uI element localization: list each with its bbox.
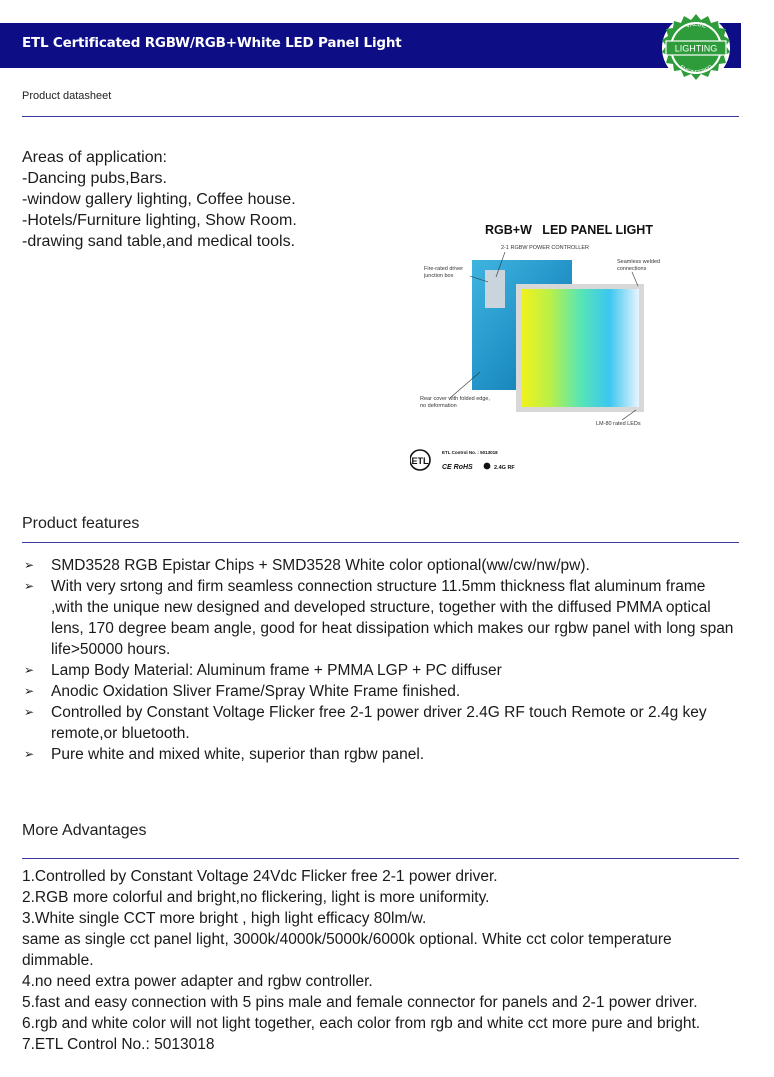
- label-leds: LM-80 rated LEDs: [596, 421, 641, 427]
- application-item: -Hotels/Furniture lighting, Show Room.: [22, 212, 297, 229]
- bullet-arrow-icon: ➢: [24, 747, 35, 761]
- bullet-arrow-icon: ➢: [24, 663, 35, 677]
- feature-item: ➢ Controlled by Constant Voltage Flicker free 2-1 power driver 2.4G RF touch Remote or 2.4g key remote,or bluetooth.: [24, 704, 707, 742]
- advantages-list: [22, 866, 739, 1055]
- label-welded: Seamless welded connections: [617, 259, 661, 272]
- application-item: -window gallery lighting, Coffee house.: [22, 191, 296, 208]
- application-item: -Dancing pubs,Bars.: [22, 170, 167, 187]
- header-bar: [0, 23, 741, 68]
- advantage-item: 4.no need extra power adapter and rgbw controller.: [22, 973, 373, 990]
- divider: [22, 858, 739, 859]
- label-rear: Rear cover with folded edge, no deformation: [420, 396, 491, 409]
- rf-mark: 2.4G RF: [494, 465, 515, 471]
- advantage-item: 2.RGB more colorful and bright,no flickering, light is more uniformity.: [22, 889, 490, 906]
- ce-rohs-mark: CE RoHS: [442, 464, 473, 471]
- advantages-heading: More Advantages: [22, 822, 147, 839]
- feature-item: ➢ With very srtong and firm seamless connection structure 11.5mm thickness flat aluminum frame ,with the unique new designed and developed structure, together with the diffused PMMA optical lens, 170 degree beam angle, good for heat dissipation which makes our rgbw panel with long span life>50000 hours.: [24, 578, 734, 658]
- value-lighting-logo: [660, 12, 732, 84]
- etl-control-number: ETL Control No. : 5013018: [442, 450, 498, 455]
- application-item: -drawing sand table,and medical tools.: [22, 233, 296, 250]
- bullet-arrow-icon: ➢: [24, 579, 35, 593]
- advantage-item: 5.fast and easy connection with 5 pins male and female connector for panels and 2-1 power driver.: [22, 994, 698, 1011]
- product-figure: [410, 210, 670, 480]
- feature-item: ➢ Lamp Body Material: Aluminum frame + PMMA LGP + PC diffuser: [24, 662, 502, 679]
- bullet-arrow-icon: ➢: [24, 684, 35, 698]
- junction-box: [485, 270, 505, 308]
- bullet-arrow-icon: ➢: [24, 558, 35, 572]
- panel-light-surface: [521, 289, 639, 407]
- applications-block: [22, 147, 297, 252]
- svg-text:ETL: ETL: [411, 456, 429, 466]
- document-title: ETL Certificated RGBW/RGB+White LED Panel Light: [22, 35, 402, 51]
- advantage-item: 3.White single CCT more bright , high light efficacy 80lm/w.: [22, 910, 427, 927]
- feature-item: ➢ SMD3528 RGB Epistar Chips + SMD3528 White color optional(ww/cw/nw/pw).: [24, 557, 590, 574]
- svg-text:LIGHTING: LIGHTING: [674, 43, 718, 54]
- applications-heading: Areas of application:: [22, 149, 167, 166]
- advantage-item: 1.Controlled by Constant Voltage 24Vdc Flicker free 2-1 power driver.: [22, 868, 498, 885]
- datasheet-subheading: Product datasheet: [22, 90, 112, 102]
- advantage-item: 6.rgb and white color will not light together, each color from rgb and white cct more pure and bright.: [22, 1015, 701, 1032]
- feature-item: ➢ Pure white and mixed white, superior than rgbw panel.: [24, 746, 425, 763]
- figure-title: RGB+W LED PANEL LIGHT: [485, 223, 653, 237]
- divider: [22, 116, 739, 117]
- svg-text:ENGINEERED: ENGINEERED: [678, 64, 714, 77]
- svg-text:VALUE: VALUE: [685, 21, 707, 30]
- features-list: [24, 555, 739, 765]
- label-controller: 2-1 RGBW POWER CONTROLLER: [501, 245, 590, 251]
- feature-item: ➢ Anodic Oxidation Sliver Frame/Spray White Frame finished.: [24, 683, 461, 700]
- divider: [22, 542, 739, 543]
- advantage-item: 7.ETL Control No.: 5013018: [22, 1036, 215, 1053]
- bullet-arrow-icon: ➢: [24, 705, 35, 719]
- features-heading: Product features: [22, 515, 140, 532]
- advantage-item: same as single cct panel light, 3000k/4000k/5000k/6000k optional. White cct color temperature dimmable.: [22, 931, 672, 969]
- label-junction: Fire-rated driver junction box: [424, 266, 464, 279]
- rf-icon: [484, 463, 491, 470]
